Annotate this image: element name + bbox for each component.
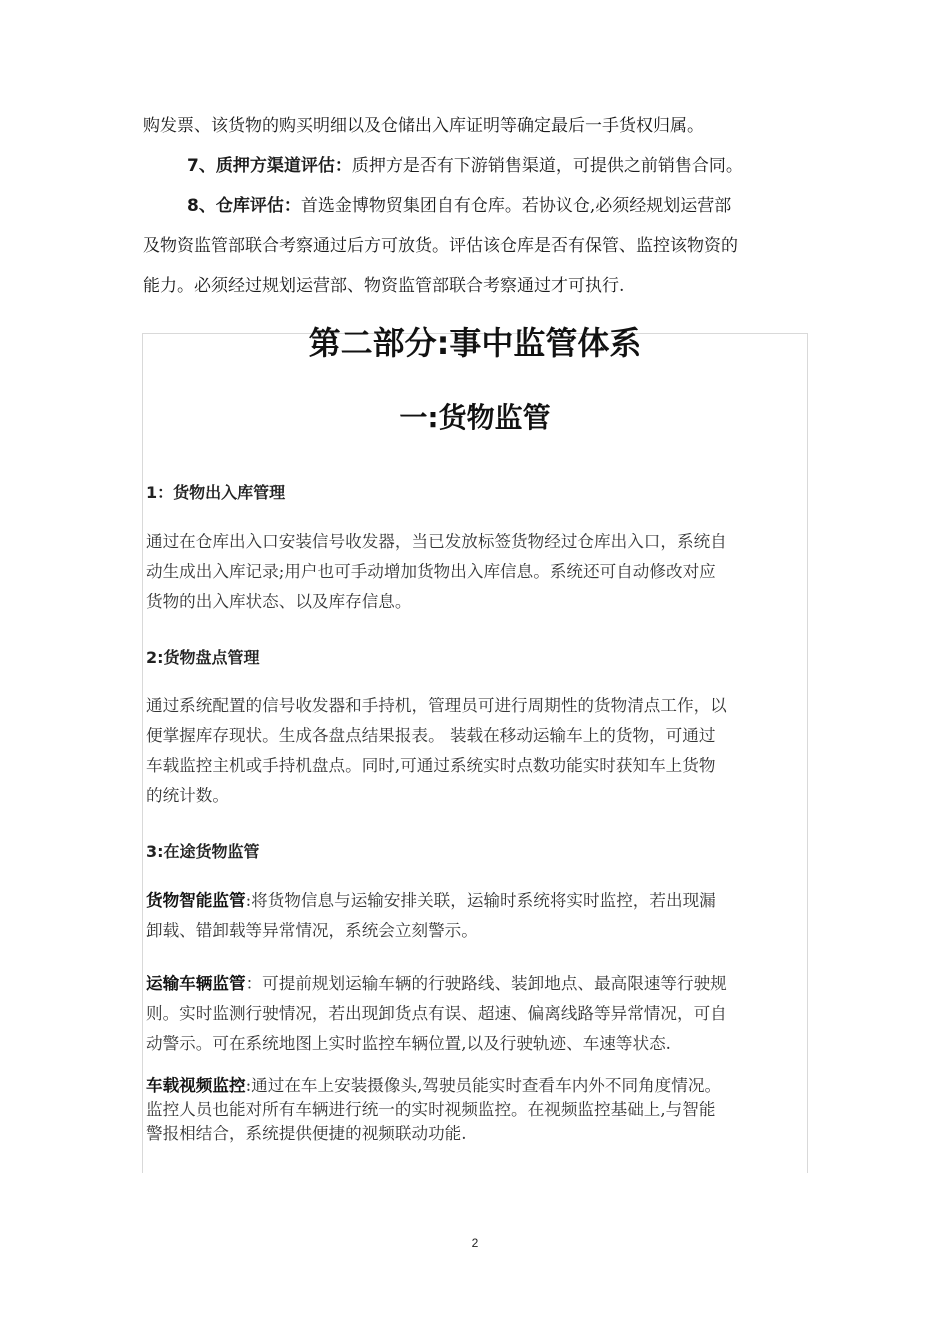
intro-line-5: 能力。必须经过规划运营部、物资监管部联合考察通过才可执行. — [143, 276, 625, 296]
vehicle-monitoring-text: ：可提前规划运输车辆的行驶路线、装卸地点、最高限速等行驶规 — [245, 974, 727, 993]
s3-video-monitoring — [146, 1074, 810, 1146]
s1-paragraph — [146, 527, 810, 617]
s3-vehicle-monitoring — [146, 969, 810, 1059]
item-7-label: 7、质押方渠道评估： — [187, 156, 352, 176]
s2-line-2: 便掌握库存现状。生成各盘点结果报表。 装载在移动运输车上的货物，可通过 — [146, 726, 716, 745]
s2-paragraph — [146, 691, 810, 811]
intro-line-1: 购发票、该货物的购买明细以及仓储出入库证明等确定最后一手货权归属。 — [143, 116, 704, 136]
video-monitoring-line-2: 监控人员也能对所有车辆进行统一的实时视频监控。在视频监控基础上,与智能 — [146, 1100, 716, 1119]
intro-line-4: 及物资监管部联合考察通过后方可放货。评估该仓库是否有保管、监控该物资的 — [143, 236, 738, 256]
section-title: 一:货物监管 — [399, 401, 551, 434]
s2-line-3: 车载监控主机或手持机盘点。同时,可通过系统实时点数功能实时获知车上货物 — [146, 756, 716, 775]
item-7-text: 质押方是否有下游销售渠道，可提供之前销售合同。 — [351, 156, 743, 176]
vehicle-monitoring-line-3: 动警示。可在系统地图上实时监控车辆位置,以及行驶轨迹、车速等状态. — [146, 1034, 671, 1053]
cargo-monitoring-label: 货物智能监管 — [146, 891, 246, 910]
s2-line-4: 的统计数。 — [146, 786, 229, 805]
item-8-text: 首选金博物贸集团自有仓库。若协议仓,必须经规划运营部 — [300, 196, 732, 216]
part-title: 第二部分:事中监管体系 — [308, 324, 642, 362]
item-7 — [143, 146, 811, 186]
page-number: 2 — [471, 1236, 479, 1250]
s2-line-1: 通过系统配置的信号收发器和手持机，管理员可进行周期性的货物清点工作，以 — [146, 696, 727, 715]
cargo-monitoring-text: :将货物信息与运输安排关联，运输时系统将实时监控，若出现漏 — [245, 891, 716, 910]
cargo-monitoring-line-2: 卸载、错卸载等异常情况，系统会立刻警示。 — [146, 921, 478, 940]
vehicle-monitoring-line-2: 则。实时监测行驶情况，若出现卸货点有误、超速、偏离线路等异常情况，可自 — [146, 1004, 727, 1023]
s1-heading: 1：货物出入库管理 — [146, 483, 286, 502]
intro-section — [143, 106, 811, 306]
video-monitoring-line-3: 警报相结合，系统提供便捷的视频联动功能. — [146, 1124, 467, 1143]
item-8 — [143, 186, 811, 226]
s3-heading: 3:在途货物监管 — [146, 842, 260, 861]
s1-line-3: 货物的出入库状态、以及库存信息。 — [146, 592, 412, 611]
item-8-label: 8、仓库评估： — [187, 196, 301, 216]
s3-cargo-monitoring — [146, 886, 810, 946]
video-monitoring-text: :通过在车上安装摄像头,驾驶员能实时查看车内外不同角度情况。 — [245, 1076, 722, 1095]
s1-line-2: 动生成出入库记录;用户也可手动增加货物出入库信息。系统还可自动修改对应 — [146, 562, 716, 581]
vehicle-monitoring-label: 运输车辆监管 — [146, 974, 246, 993]
video-monitoring-label: 车载视频监控 — [146, 1076, 246, 1095]
s2-heading: 2:货物盘点管理 — [146, 648, 260, 667]
s1-line-1: 通过在仓库出入口安装信号收发器，当已发放标签货物经过仓库出入口，系统自 — [146, 532, 727, 551]
